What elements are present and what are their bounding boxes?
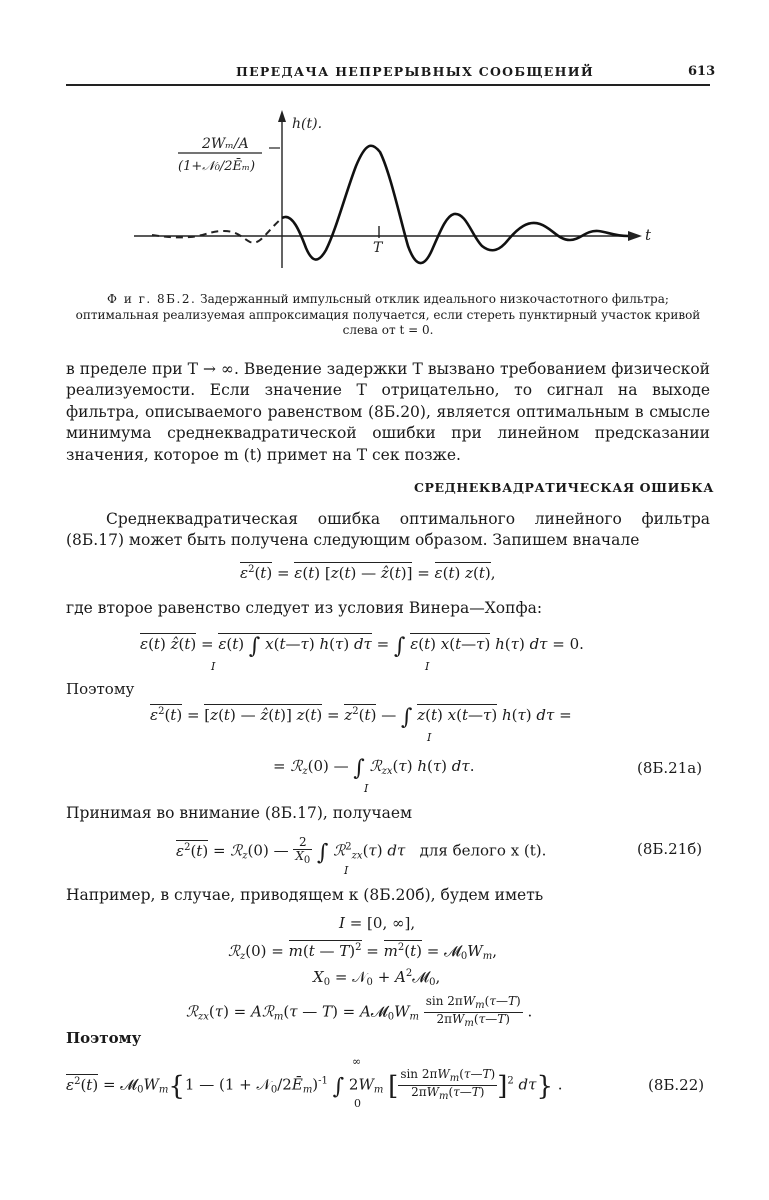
delay-tick-label: T	[373, 240, 383, 256]
x-axis-arrow	[628, 231, 642, 241]
header-rule	[66, 84, 710, 86]
x-axis-label: t	[645, 226, 652, 244]
figure-caption	[66, 292, 710, 339]
equation-error-definition: $\varepsilon^2(t) = \varepsilon(t)$ [z(t) — ẑ(t)] = ε(t) z(t),	[240, 564, 496, 582]
equation-number-21b: (8Б.21б)	[637, 840, 703, 858]
paragraph-example: Например, в случае, приводящем к (8Б.20б), будем иметь	[66, 886, 544, 904]
equation-22: $\varepsilon^2(t)$ = $𝓜_0W_m\{1$ — $(1 + 𝒩_0/2Ē_m)^{-1}$ ∫ $2W_m$ [ $\frac{\sin 2\pi W_m(\tau—T)}{2\pi W_m(\tau—T)}$ ]$^2$ dτ} .	[66, 1067, 563, 1102]
equation-number-21a: (8Б.21а)	[637, 759, 703, 777]
integral-limit: I	[425, 660, 430, 673]
integral-limit: I	[344, 864, 349, 877]
amp-denominator: (1+𝒩₀/2Ēₘ)	[178, 159, 256, 174]
white-input-note: для белого x (t).	[419, 841, 547, 860]
causal-impulse-response-curve	[282, 146, 628, 263]
amp-numerator: 2Wₘ/A	[202, 136, 249, 152]
amplitude-label	[178, 136, 262, 174]
y-axis-arrow	[278, 110, 286, 122]
word-therefore-2: Поэтому	[66, 1029, 142, 1047]
word-therefore: Поэтому	[66, 680, 135, 698]
impulse-response-figure	[66, 100, 710, 280]
equation-x0: $X_0$ = 𝒩$_0$ + $A^2𝓜_0$,	[313, 968, 441, 988]
equation-21a-line2: = ℛ$_z$(0) — ∫ ℛ$_{zx}$(τ) h(τ) dτ.	[273, 756, 475, 781]
paragraph-wiener-hopf: где второе равенство следует из условия Винера—Хопфа:	[66, 599, 543, 617]
running-header-title: ПЕРЕДАЧА НЕПРЕРЫВНЫХ СООБЩЕНИЙ	[236, 64, 594, 79]
caption-text: Задержанный импульсный отклик идеального низкочастотного фильтра; оптимальная реализуемая аппроксимация получается, если стереть пунктирный участок кривой слева от t = 0.	[75, 292, 701, 337]
equation-number-22: (8Б.22)	[648, 1076, 705, 1094]
page-number: 613	[688, 64, 716, 79]
dashed-anticausal-tail	[152, 218, 282, 243]
equation-interval: I = [0, ∞],	[339, 914, 416, 932]
paragraph-white-noise: Принимая во внимание (8Б.17), получаем	[66, 804, 413, 822]
equation-21a-line1: $\varepsilon^2(t) = [z(t)$ — ẑ(t)] $z(t) = z^2(t)$ — ∫ z(t) x(t—τ) h(τ) dτ =	[150, 705, 572, 730]
y-axis-label: h(t).	[292, 116, 323, 132]
equation-cross-correlation: ℛ$_{zx}$(τ) = Aℛ$_m$(τ — $T) = A𝓜_0W_m$ $\frac{\sin 2\pi W_m(\tau—T)}{2\pi W_m(\tau—T)}$ .	[186, 994, 533, 1029]
equation-autocorrelation: ℛ$_z$(0) = m(t — $T)^2 = m^2(t)$ = $𝓜_0W_m$,	[228, 942, 497, 962]
equation-21b: $\varepsilon^2(t)$ = ℛ$_z$(0) — $\frac{2}{X_0}$ ∫ ℛ$^2_{zx}$(τ) dτ для белого x (t).	[176, 835, 547, 866]
integral-lower-limit: 0	[354, 1097, 361, 1110]
equation-orthogonality: ε(t) ẑ(t) = ε(t) ∫ x(t—τ) h(τ) dτ = ∫ ε(t) x(t—τ) h(τ) dτ = 0.	[140, 634, 584, 659]
integral-limit: I	[211, 660, 216, 673]
caption-label: Ф и г. 8Б.2.	[107, 292, 197, 306]
integral-limit: I	[427, 731, 432, 744]
integral-limit: I	[364, 782, 369, 795]
section-heading: СРЕДНЕКВАДРАТИЧЕСКАЯ ОШИБКА	[414, 480, 715, 495]
paragraph-delay: в пределе при T → ∞. Введение задержки T вызвано требованием физической реализуемости. Если значение T отрицательно, то сигнал на выходе фильтра, описываемого равенством (8Б.20), является оптимальным в смысле минимума среднеквадратической ошибки при линейном предсказании значения, которое m (t) примет на T сек позже.	[66, 360, 710, 464]
paragraph-intro: Среднеквадратическая ошибка оптимального линейного фильтра (8Б.17) может быть получена следующим образом. Запишем вначале	[66, 510, 710, 550]
integral-upper-limit: ∞	[352, 1055, 362, 1068]
